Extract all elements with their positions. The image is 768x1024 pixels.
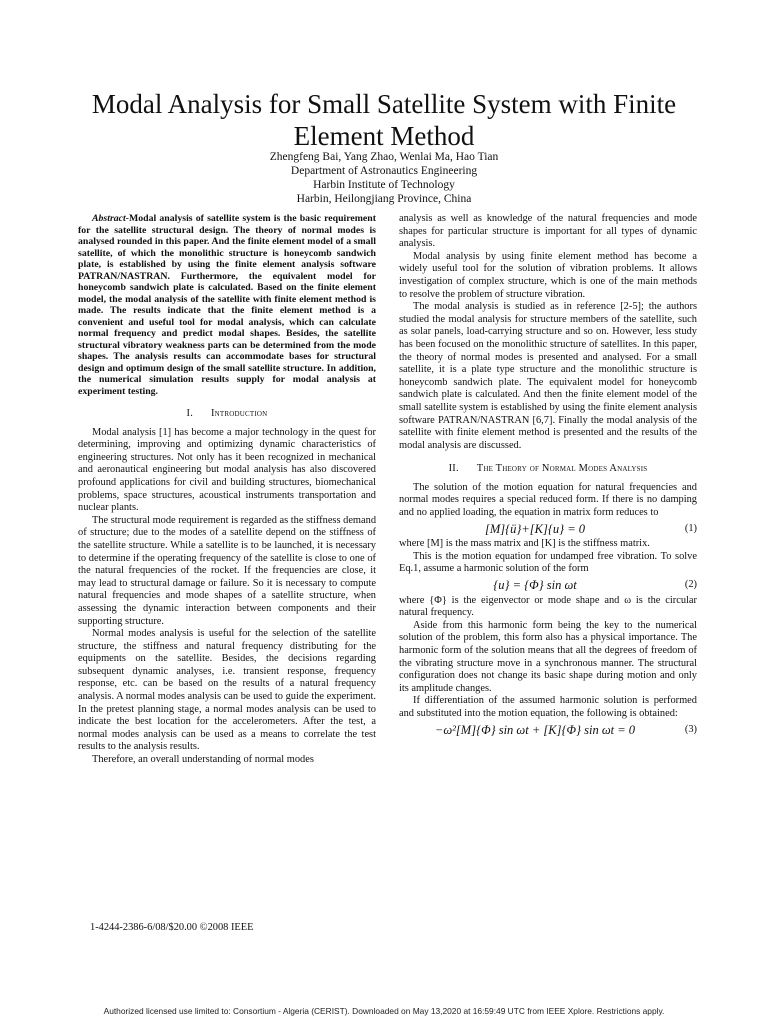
equation-body: [M]{ü}+[K]{u} = 0	[484, 521, 586, 536]
paragraph: Modal analysis by using finite element method has become a widely useful tool for the solution of vibration problems. It allows investigation of complex structure, which is one of the main methods to resolve the problem of structure vibration.	[399, 250, 697, 300]
equation-3	[399, 724, 697, 737]
section-heading-theory	[399, 463, 697, 476]
right-column	[399, 213, 697, 739]
paragraph: The solution of the motion equation for natural frequencies and normal modes requires a special reduced form. If there is no damping and no applied loading, the equation in matrix form reduces to	[399, 481, 697, 519]
section-title: Introduction	[211, 408, 268, 419]
equation-1	[399, 523, 697, 536]
paragraph: Therefore, an overall understanding of normal modes	[92, 754, 314, 766]
equation-number: (2)	[684, 579, 697, 591]
license-notice: Authorized licensed use limited to: Consortium - Algeria (CERIST). Downloaded on May 13,2020 at 16:59:49 UTC from IEEE Xplore. Restrictions apply.	[103, 1006, 665, 1016]
equation-number: (1)	[684, 522, 697, 534]
paragraph: This is the motion equation for undamped free vibration. To solve Eq.1, assume a harmonic solution of the form	[399, 550, 697, 575]
abstract	[78, 213, 376, 397]
author-department: Department of Astronautics Engineering	[290, 165, 478, 177]
copyright-notice: 1-4244-2386-6/08/$20.00 ©2008 IEEE	[90, 922, 254, 933]
equation-body: {u} = {Φ} sin ωt	[493, 578, 577, 593]
left-column	[78, 213, 376, 767]
author-institute: Harbin Institute of Technology	[313, 179, 455, 191]
abstract-label: Abstract-	[92, 213, 130, 224]
paragraph: If differentiation of the assumed harmonic solution is performed and substituted into the motion equation, the following is obtained:	[399, 695, 697, 719]
section-title: The Theory of Normal Modes Analysis	[476, 463, 648, 475]
author-location: Harbin, Heilongjiang Province, China	[296, 193, 472, 205]
paragraph: analysis as well as knowledge of the natural frequencies and mode shapes for particular structure is important for all types of dynamic analysis.	[399, 213, 697, 250]
author-names: Zhengfeng Bai, Yang Zhao, Wenlai Ma, Hao Tian	[269, 151, 499, 163]
section-number: I.	[186, 408, 194, 419]
section-number: II.	[448, 463, 459, 475]
equation-number: (3)	[684, 723, 697, 735]
paragraph: The modal analysis is studied as in reference [2-5]; the authors studied the modal analysis for structure members of the satellite, such as solar panels, load-carrying structure and so on. However, less study has been focused on the monolithic structure of satellites. In this paper, the theory of normal modes is presented and analysed. For a small satellite, it is a plate type structure and the monolithic structure is honeycomb sandwich plate. The equivalent model for honeycomb sandwich plate is calculated. And then the finite element model of the small satellite system is established by using the finite element analysis software PATRAN/NASTRAN [6,7]. Finally the modal analysis of the satellite with finite element method is presented and the results of the modal analysis are discussed.	[399, 301, 697, 451]
paragraph: Modal analysis [1] has become a major technology in the quest for determining, improving and optimizing dynamic characteristics of engineering structures. Not only has it been recognized in mechanical and aeronautical engineering but modal analysis has also discovered profound applications for civil and building structures, biomechanical problems, space structures, acoustical instruments transportation and nuclear plants.	[78, 426, 376, 514]
equation-2	[399, 579, 697, 592]
paragraph: The structural mode requirement is regarded as the stiffness demand of structure; due to the modes of a satellite depend on the stiffness of the satellite structure. While a satellite is to be launched, it is necessary to determine if the operating frequency of the satellite is close to one of the natural frequencies of the rocket. If the frequencies are close, it may lead to structural damage or failure. So it is necessary to compute natural frequencies and mode shapes of a satellite structure, when assessing the dynamic interaction between components and their supporting structure.	[78, 514, 377, 627]
paragraph: Normal modes analysis is useful for the selection of the satellite structure, the stiffness and natural frequency distributing for the equipments on the satellite. Besides, the decisions regarding subsequent dynamic analyses, i.e. transient response, frequency response, etc. can be based on the results of a natural frequency analysis. A normal modes analysis can be used to guide the experiment. In the pretest planning stage, a normal modes analysis can be used to indicate the best location for the accelerometers. After the test, a normal modes analysis can be used as a means to correlate the test results to the analysis results.	[78, 628, 376, 753]
paper-title: Modal Analysis for Small Satellite System with Finite Element Method	[91, 89, 677, 151]
abstract-text: Modal analysis of satellite system is the basic requirement for the satellite structural design. The theory of normal modes is analysed rounded in this paper. And the finite element model of a small satellite, of which the monolithic structure is honeycomb sandwich plate, is established by using the finite element analysis software PATRAN/NASTRAN. Furthermore, the equivalent model for honeycomb sandwich plate is calculated. Based on the finite element model, the modal analysis of the satellite with finite element method is made. The results indicate that the finite element method is a convenient and useful tool for modal analysis, which can calculate normal frequency and predict modal shapes. Besides, the satellite structural vibratory weakness parts can be determined from the mode shapes. The analysis results can accommodate bases for structural design and optimum design of the small satellite structure. In addition, the numerical simulation results supply for modal analysis at experiment testing.	[78, 213, 376, 397]
paragraph: Aside from this harmonic form being the key to the numerical solution of the problem, this form also has a physical importance. The harmonic form of the solution means that all the degrees of freedom of the vibrating structure move in a synchronous manner. The structural configuration does not change its basic shape during motion and only its amplitude changes.	[399, 619, 697, 694]
section-heading-introduction	[78, 408, 376, 421]
paragraph: where [M] is the mass matrix and [K] is the stiffness matrix.	[399, 538, 650, 550]
paragraph: where {Φ} is the eigenvector or mode shape and ω is the circular natural frequency.	[399, 594, 697, 619]
author-block	[60, 150, 708, 206]
equation-body: −ω²[M]{Φ} sin ωt + [K]{Φ} sin ωt = 0	[434, 722, 636, 737]
